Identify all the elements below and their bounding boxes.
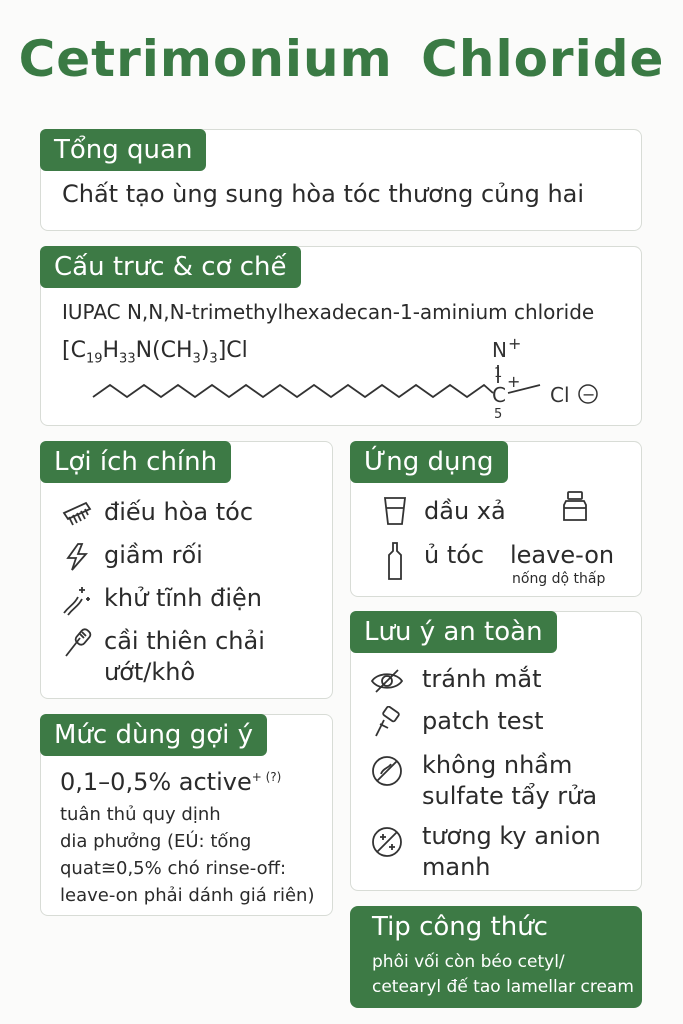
safety-label-group: [422, 821, 601, 883]
safety-label: patch test: [422, 707, 544, 735]
formula-part: [C: [62, 338, 86, 363]
applications-tag: Ứng dụng: [350, 441, 508, 483]
no-anion-icon: [370, 825, 404, 859]
usage-tag: Mức dùng gợi ý: [40, 714, 267, 756]
benefit-label: giầm rối: [104, 541, 203, 569]
usage-amount-value: 0,1–0,5% active: [60, 768, 252, 796]
n-label: N: [492, 338, 507, 362]
usage-amount: [60, 768, 281, 796]
locant-1: 1: [494, 366, 503, 381]
brush-icon: [60, 626, 94, 660]
iupac-name: IUPAC N,N,N-trimethylhexadecan-1-aminium chloride: [62, 300, 595, 324]
n-charge: +: [508, 335, 522, 353]
safety-item: [370, 750, 597, 812]
chain-structure-diagram: [85, 335, 608, 425]
locant-5: 5: [494, 407, 503, 422]
cl-label: Cl: [550, 383, 570, 407]
usage-line: tuân thủ quy dịnh: [60, 804, 221, 825]
safety-label: manh: [422, 853, 491, 881]
cl-charge: −: [582, 385, 596, 404]
benefit-label: ướt/khô: [104, 658, 196, 686]
safety-item: [370, 821, 601, 883]
formula-sub: 33: [119, 351, 136, 367]
benefit-item: [60, 626, 265, 688]
no-sulfate-icon: [370, 754, 404, 788]
comb-icon: [60, 497, 94, 531]
formula-sub: 19: [85, 351, 103, 367]
benefit-label: cầi thiên chải: [104, 627, 265, 655]
cup-icon: [378, 494, 412, 528]
tip-line: phôi vối còn béo cetyl/: [372, 952, 565, 972]
eye-icon: [370, 664, 404, 698]
usage-line: dia phưởng (EÚ: tống: [60, 831, 252, 852]
benefit-label-group: [104, 626, 265, 688]
c-label: C: [492, 383, 506, 407]
formula-sub: 3: [209, 351, 218, 367]
page-title: Cetrimonium Chloride: [18, 30, 665, 88]
alkyl-chain-line: [93, 385, 493, 397]
safety-item: [370, 706, 543, 740]
formula-part: ): [200, 338, 210, 363]
jar-icon: [558, 490, 592, 524]
application-label: dầu xả: [424, 497, 506, 525]
application-label: ủ tóc: [424, 541, 485, 569]
safety-item: [370, 664, 542, 698]
tip-title: Tip công thức: [372, 912, 548, 942]
safety-tag: Lưu ý an toàn: [350, 611, 557, 653]
safety-label: tránh mắt: [422, 665, 542, 693]
formula-part: N(CH: [135, 338, 193, 363]
benefit-item: [60, 497, 253, 531]
benefit-item: [60, 540, 203, 574]
lightning-icon: [60, 540, 94, 574]
c-charge: +: [507, 372, 521, 391]
formula-part: H: [102, 338, 120, 363]
structure-tag: Cấu trưc & cơ chế: [40, 246, 301, 288]
formula-sub: 3: [192, 351, 201, 367]
overview-text: Chất tạo ùng sung hòa tóc thương củng hai: [62, 180, 585, 208]
benefit-label: điếu hòa tóc: [104, 498, 254, 526]
usage-line: quat≅0,5% chó rinse-off:: [60, 858, 287, 879]
usage-line: leave-on phải dánh giá riên): [60, 885, 315, 906]
bottle-icon: [378, 540, 412, 582]
benefit-label: khử tĩnh điện: [104, 584, 262, 612]
usage-amount-note: + (?): [251, 770, 282, 784]
formula-part: ]Cl: [217, 338, 248, 363]
benefits-tag: Lợi ích chính: [40, 441, 231, 483]
safety-label-group: [422, 750, 597, 812]
benefit-item: [60, 583, 262, 617]
safety-label: tương ky anion: [422, 822, 601, 850]
patch-icon: [370, 706, 404, 740]
application-sublabel: nống dộ thấp: [512, 571, 606, 587]
sparkle-hair-icon: [60, 583, 94, 617]
tip-line: cetearyl đế tao lamellar cream: [372, 977, 634, 997]
application-label: leave-on: [510, 541, 615, 569]
safety-label: sulfate tẩy rửa: [422, 782, 598, 810]
safety-label: không nhầm: [422, 751, 573, 779]
overview-tag: Tổng quan: [40, 129, 206, 171]
